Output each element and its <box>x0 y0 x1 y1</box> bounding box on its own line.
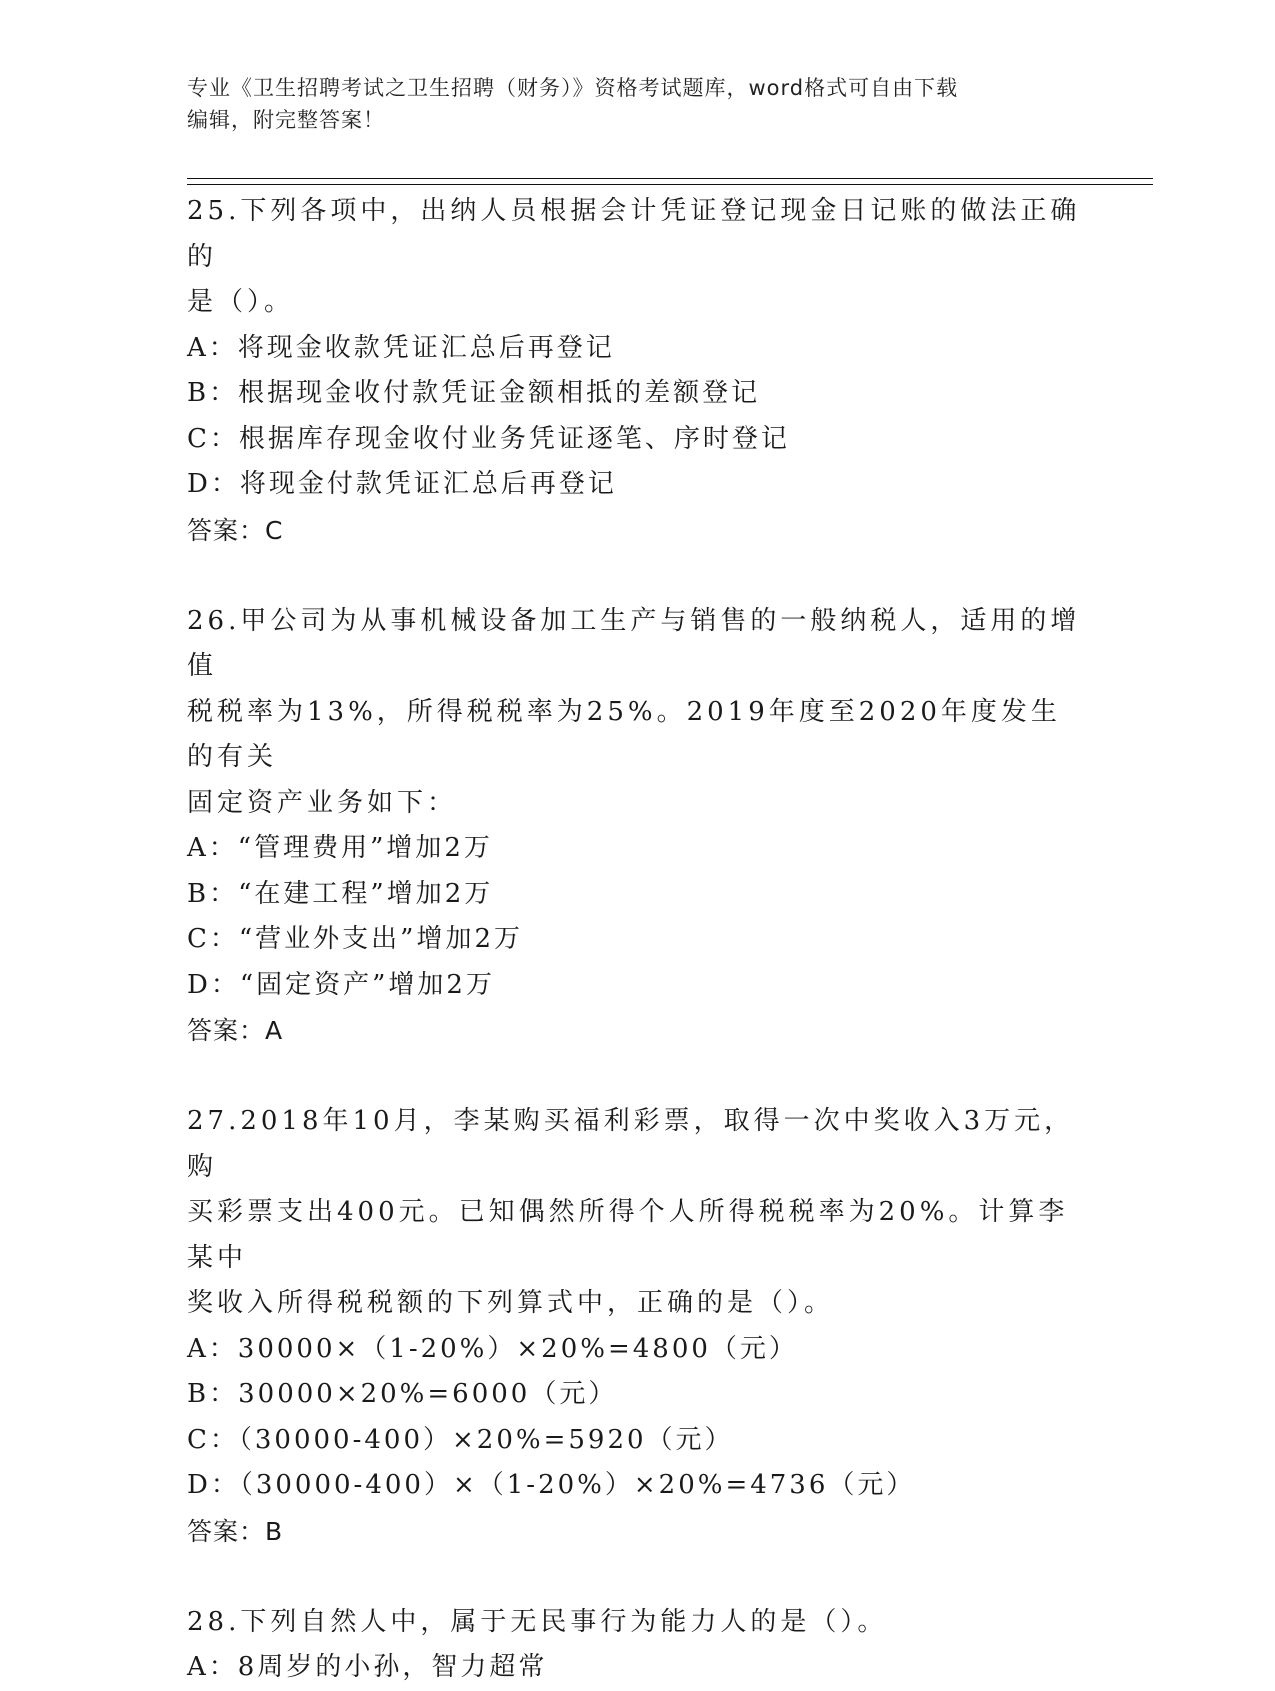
answer-option: C：（30000-400）×20%=5920（元） <box>187 1424 734 1455</box>
question-block <box>187 1600 1087 1691</box>
answer-option: D：（30000-400）×（1-20%）×20%=4736（元） <box>187 1470 916 1500</box>
header-divider-bottom <box>187 184 1153 185</box>
header-line-1: 专业《卫生招聘考试之卫生招聘（财务）》资格考试题库，word格式可自由下载 <box>187 76 959 100</box>
question-spacer <box>187 1054 1087 1100</box>
answer-option: C：“营业外支出”增加2万 <box>187 924 524 954</box>
answer-option: C：根据库存现金收付业务凭证逐笔、序时登记 <box>187 423 790 454</box>
question-stem-line: 奖收入所得税税额的下列算式中，正确的是（）。 <box>187 1288 835 1318</box>
question-stem-line: 25.下列各项中，出纳人员根据会计凭证登记现金日记账的做法正确的 <box>187 196 1081 272</box>
question-block <box>187 1099 1087 1554</box>
question-stem-line: 26.甲公司为从事机械设备加工生产与销售的一般纳税人，适用的增值 <box>187 605 1081 681</box>
answer-key: 答案：A <box>187 1016 284 1045</box>
answer-option: A：8周岁的小孙，智力超常 <box>187 1652 548 1682</box>
question-block <box>187 599 1087 1054</box>
answer-option: D：将现金付款凭证汇总后再登记 <box>187 469 617 499</box>
question-block <box>187 189 1087 553</box>
answer-option: D：“固定资产”增加2万 <box>187 969 495 1000</box>
header-line-2: 编辑，附完整答案！ <box>187 108 385 132</box>
question-list <box>187 189 1087 1691</box>
answer-key: 答案：C <box>187 515 284 545</box>
answer-option: A：30000×（1-20%）×20%=4800（元） <box>187 1333 798 1364</box>
answer-option: B：根据现金收付款凭证金额相抵的差额登记 <box>187 378 761 408</box>
question-stem-line: 税税率为13%，所得税税率为25%。2019年度至2020年度发生的有关 <box>187 696 1061 772</box>
question-stem-line: 固定资产业务如下： <box>187 787 458 818</box>
question-spacer <box>187 553 1087 599</box>
question-stem-line: 28.下列自然人中，属于无民事行为能力人的是（）。 <box>187 1606 888 1637</box>
document-header <box>187 72 1067 136</box>
question-stem-line: 是（）。 <box>187 287 295 317</box>
answer-option: B：“在建工程”增加2万 <box>187 878 494 909</box>
question-stem-line: 27.2018年10月，李某购买福利彩票，取得一次中奖收入3万元，购 <box>187 1106 1075 1182</box>
question-stem-line: 买彩票支出400元。已知偶然所得个人所得税税率为20%。计算李某中 <box>187 1197 1069 1273</box>
answer-option: A：将现金收款凭证汇总后再登记 <box>187 332 615 363</box>
question-spacer <box>187 1554 1087 1600</box>
header-divider-top <box>187 178 1153 179</box>
answer-key: 答案：B <box>187 1516 284 1546</box>
answer-option: A：“管理费用”增加2万 <box>187 833 493 863</box>
answer-option: B：30000×20%=6000（元） <box>187 1379 618 1409</box>
